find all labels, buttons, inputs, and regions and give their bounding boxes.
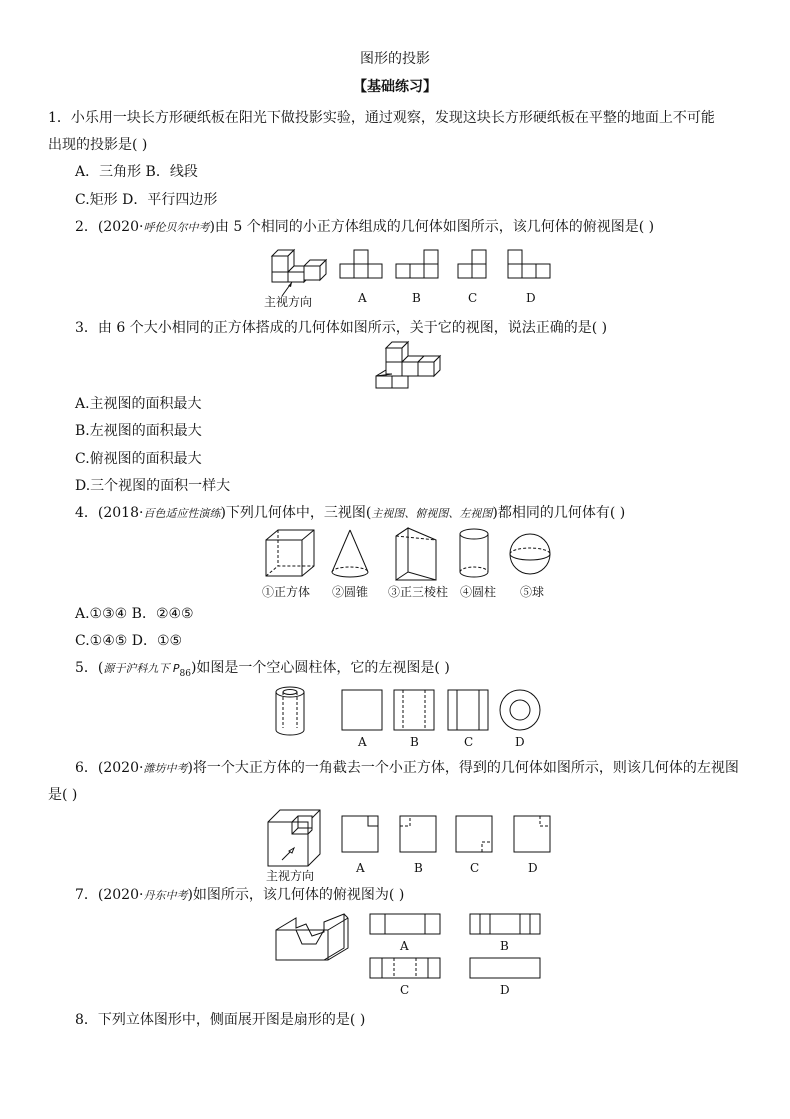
q5-option-a-drawing — [342, 690, 382, 730]
q6-option-b-drawing — [400, 816, 436, 852]
q7-figure — [272, 910, 548, 1002]
q2-option-a-drawing — [340, 250, 382, 278]
q3-stem: 3．由 6 个大小相同的正方体搭成的几何体如图所示，关于它的视图，说法正确的是( ) — [75, 320, 608, 336]
q6-option-c-drawing — [456, 816, 492, 852]
q4-source: 百色适应性演练 — [143, 507, 221, 520]
q4-stem: 4．(2018·百色适应性演练)下列几何体中，三视图(主视图、俯视图、左视图)都相同的几何体有( ) — [75, 505, 626, 521]
q6-stem-line1: 6．(2020·潍坊中考)将一个大正方体的一角截去一个小正方体，得到的几何体如图所示，则该几何体的左视图 — [75, 760, 739, 776]
q5-option-b-drawing — [394, 690, 434, 730]
q4-cube-drawing — [266, 530, 314, 576]
q6-label-d: D — [528, 861, 538, 875]
page-title: 图形的投影 — [360, 51, 430, 67]
q3-figure — [372, 338, 444, 390]
q2-label-b: B — [412, 291, 421, 305]
q6-view-direction: 主视方向 — [266, 869, 315, 883]
q6-source: 潍坊中考 — [143, 762, 188, 775]
q3-option-c: C.俯视图的面积最大 — [75, 451, 202, 467]
q7-solid-drawing — [276, 914, 348, 960]
q4-caption-cone: ②圆锥 — [332, 585, 369, 599]
q6-label-c: C — [470, 861, 480, 875]
q2-figure — [260, 246, 560, 310]
q2-label-c: C — [468, 291, 478, 305]
q3-option-d: D.三个视图的面积一样大 — [75, 478, 231, 494]
q4-caption-prism: ③正三棱柱 — [388, 585, 449, 599]
q2-view-direction: 主视方向 — [264, 295, 313, 309]
q4-figure — [258, 526, 558, 602]
q4-options-cd: C.①④⑤ D．①⑤ — [75, 633, 183, 649]
q8-stem: 8．下列立体图形中，侧面展开图是扇形的是( ) — [75, 1012, 366, 1028]
q2-option-c-drawing — [458, 250, 486, 278]
q2-option-b-drawing — [396, 250, 438, 278]
q5-source: 源于沪科九下 P — [103, 662, 180, 675]
q5-stem: 5．(源于沪科九下 $P_{86}$)如图是一个空心圆柱体，它的左视图是( ) — [75, 660, 450, 679]
q2-solid — [272, 250, 326, 296]
q6-figure — [264, 806, 554, 882]
q7-label-d: D — [500, 983, 510, 997]
q6-option-a-drawing — [342, 816, 378, 852]
q4-caption-sphere: ⑤球 — [520, 585, 545, 599]
q7-source: 丹东中考 — [143, 889, 188, 902]
q5-label-d: D — [515, 735, 525, 749]
q2-stem: 2．(2020·呼伦贝尔中考)由 5 个相同的小正方体组成的几何体如图所示，该几何体的俯视图是( ) — [75, 219, 655, 235]
q4-inner-note: 主视图、俯视图、左视图 — [371, 507, 493, 520]
q7-stem: 7．(2020·丹东中考)如图所示，该几何体的俯视图为( ) — [75, 887, 405, 903]
q1-options-cd: C.矩形 D．平行四边形 — [75, 192, 218, 208]
q4-caption-cylinder: ④圆柱 — [460, 585, 497, 599]
q5-hollow-cylinder-drawing — [276, 687, 304, 735]
q7-option-c-drawing — [370, 958, 440, 978]
q4-prism-drawing — [396, 528, 436, 580]
q2-source: 呼伦贝尔中考 — [143, 221, 210, 234]
q6-stem-line2: 是( ) — [48, 787, 78, 803]
q6-label-a: A — [356, 861, 365, 875]
q5-option-d-drawing — [500, 690, 540, 730]
q5-figure — [272, 684, 548, 750]
q5-option-c-drawing — [448, 690, 488, 730]
q1-stem-line2: 出现的投影是( ) — [48, 137, 148, 153]
section-heading: 【基础练习】 — [353, 79, 437, 95]
q2-label-d: D — [526, 291, 536, 305]
q4-caption-cube: ①正方体 — [262, 585, 311, 599]
q5-label-c: C — [464, 735, 474, 749]
q7-option-b-drawing — [470, 914, 540, 934]
q5-label-b: B — [410, 735, 419, 749]
q4-options-ab: A.①③④ B．②④⑤ — [75, 606, 194, 622]
q6-label-b: B — [414, 861, 423, 875]
q5-label-a: A — [358, 735, 367, 749]
q7-label-a: A — [400, 939, 409, 953]
q1-stem-line1: 1．小乐用一块长方形硬纸板在阳光下做投影实验，通过观察，发现这块长方形硬纸板在平整的地面上不可能 — [48, 110, 715, 126]
q4-sphere-drawing — [510, 534, 550, 574]
q2-option-d-drawing — [508, 250, 550, 278]
q3-option-b: B.左视图的面积最大 — [75, 423, 202, 439]
q7-option-d-drawing — [470, 958, 540, 978]
q4-cylinder-drawing — [460, 529, 488, 577]
q7-label-b: B — [500, 939, 509, 953]
q2-label-a: A — [358, 291, 367, 305]
q7-label-c: C — [400, 983, 410, 997]
q3-option-a: A.主视图的面积最大 — [75, 396, 202, 412]
q6-option-d-drawing — [514, 816, 550, 852]
q7-option-a-drawing — [370, 914, 440, 934]
q6-solid-drawing — [268, 810, 320, 866]
q4-cone-drawing — [332, 530, 368, 577]
q1-options-ab: A．三角形 B．线段 — [75, 164, 198, 180]
